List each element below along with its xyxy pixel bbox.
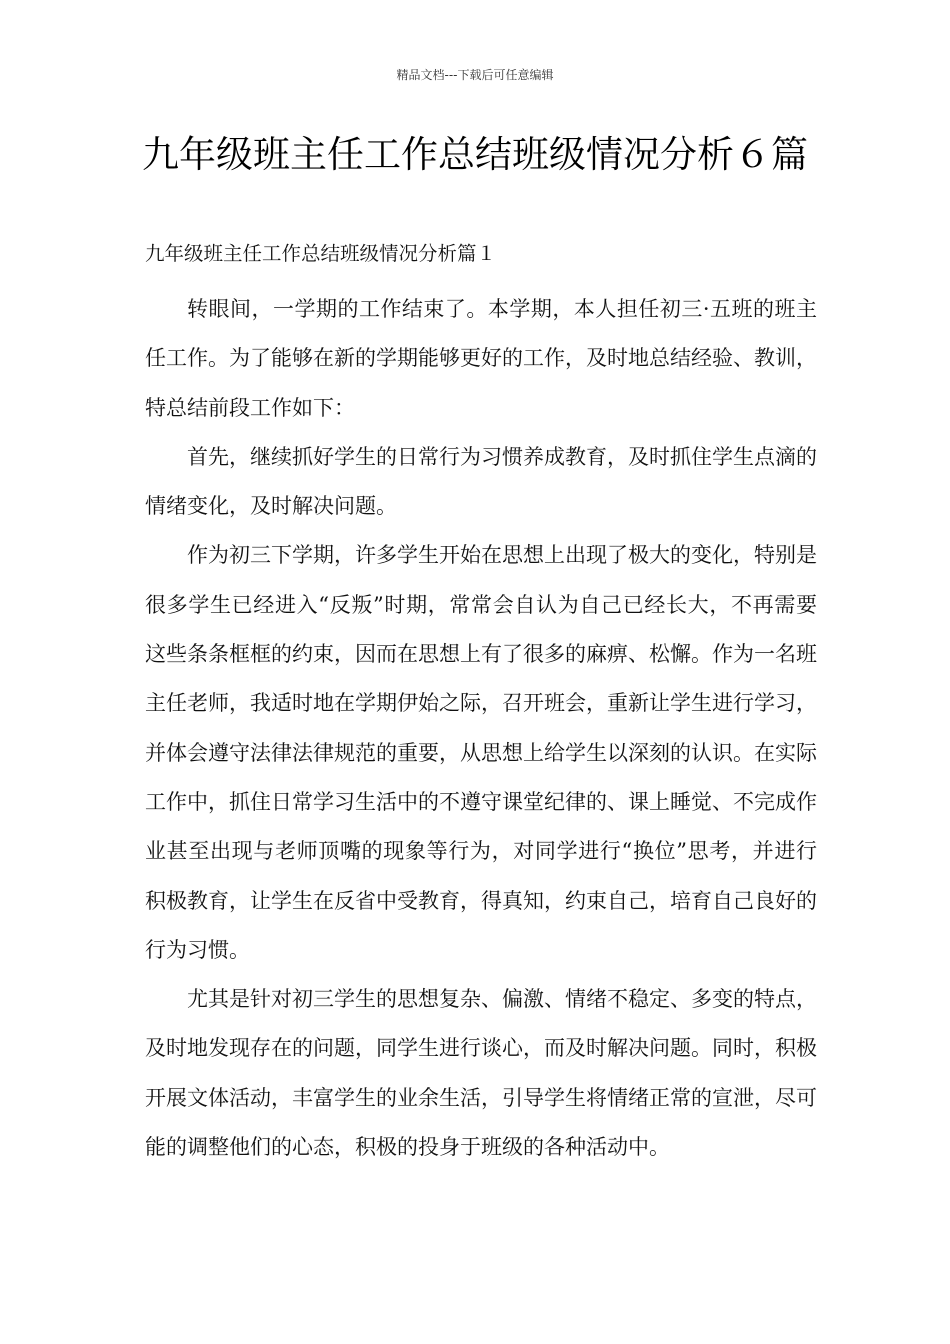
paragraph: 作为初三下学期，许多学生开始在思想上出现了极大的变化，特别是很多学生已经进入“反叛”时期，常常会自认为自己已经长大，不再需要这些条条框框的约束，因而在思想上有了很多的麻痹、松懈。作为一名班主任老师，我适时地在学期伊始之际，召开班会，重新让学生进行学习，并体会遵守法律法律规范的重要，从思想上给学生以深刻的认识。在实际工作中，抓住日常学习生活中的不遵守课堂纪律的、课上睡觉、不完成作业甚至出现与老师顶嘴的现象等行为，对同学进行“换位”思考，并进行积极教育，让学生在反省中受教育，得真知，约束自己，培育自己良好的行为习惯。	[145, 543, 817, 962]
header-note: 精品文档---下载后可任意编辑	[396, 68, 554, 82]
paragraph: 转眼间，一学期的工作结束了。本学期，本人担任初三·五班的班主任工作。为了能够在新的学期能够更好的工作，及时地总结经验、教训，特总结前段工作如下：	[145, 297, 817, 420]
section-heading: 九年级班主任工作总结班级情况分析篇１	[145, 242, 497, 265]
document-title: 九年级班主任工作总结班级情况分析６篇	[142, 133, 808, 176]
paragraph: 首先，继续抓好学生的日常行为习惯养成教育，及时抓住学生点滴的情绪变化，及时解决问题。	[145, 444, 817, 519]
paragraph: 尤其是针对初三学生的思想复杂、偏激、情绪不稳定、多变的特点，及时地发现存在的问题，同学生进行谈心，而及时解决问题。同时，积极开展文体活动，丰富学生的业余生活，引导学生将情绪正常的宣泄，尽可能的调整他们的心态，积极的投身于班级的各种活动中。	[145, 987, 817, 1160]
body-text	[145, 285, 817, 1172]
